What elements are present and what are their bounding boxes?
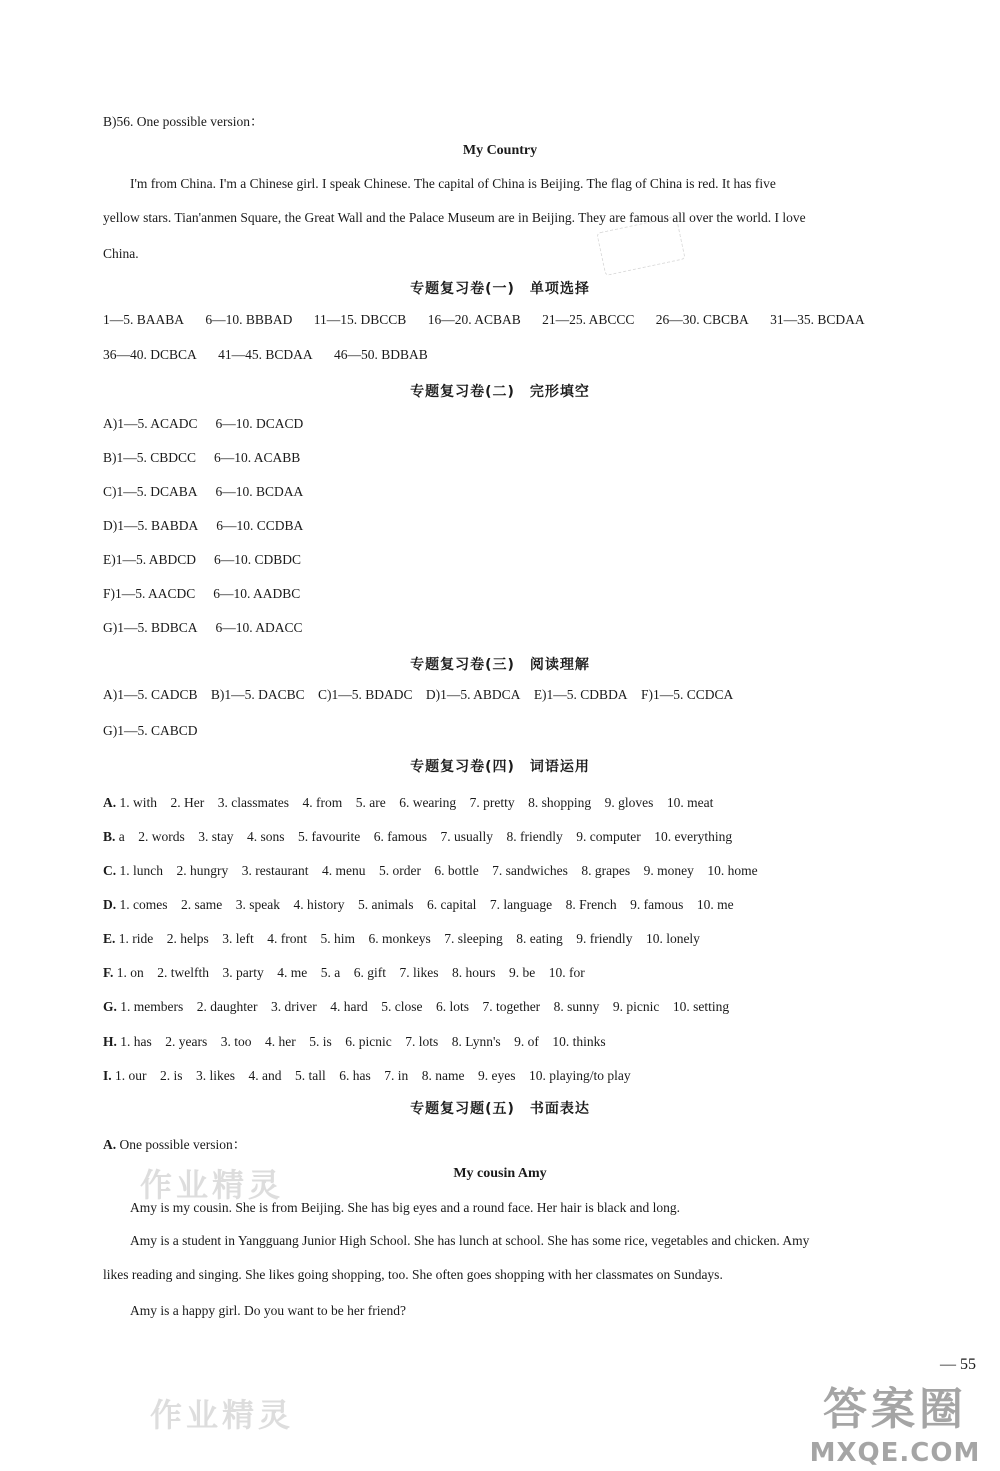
watermark-text-1: 作业精灵 [140,1166,285,1204]
section-1-row-2: 36—40. DCBCA 41—45. BCDAA 46—50. BDBAB [103,347,428,362]
section-2-row-b: B)1—5. CBDCC 6—10. ACABB [103,450,301,465]
essay1-line-3: China. [103,246,139,261]
section-2-row-c: C)1—5. DCABA 6—10. BCDAA [103,484,304,499]
section-4-title: 专题复习卷(四) 词语运用 [410,759,590,775]
section-4-row-g: G. 1. members 2. daughter 3. driver 4. hard 5. close 6. lots 7. together 8. sunny 9. picnic 10. setting [103,999,730,1014]
essay2-title: My cousin Amy [453,1166,547,1181]
section-4-row-e: E. 1. ride 2. helps 3. left 4. front 5. him 6. monkeys 7. sleeping 8. eating 9. friendly 10. lonely [103,931,700,946]
section-1-row-1: 1—5. BAABA 6—10. BBBAD 11—15. DBCCB 16—20. ACBAB 21—25. ABCCC 26—30. CBCBA 31—35. BCDAA [103,312,865,327]
watermark-logo [790,1382,1000,1471]
section-2-row-a: A)1—5. ACADC 6—10. DCACD [103,416,304,431]
section-2-title: 专题复习卷(二) 完形填空 [410,384,590,400]
section-4-row-h: H. 1. has 2. years 3. too 4. her 5. is 6. picnic 7. lots 8. Lynn's 9. of 10. thinks [103,1034,606,1049]
b56-header: B)56. One possible version： [103,114,264,129]
section-2-row-e: E)1—5. ABDCD 6—10. CDBDC [103,552,302,567]
watermark-site: MXQE.COM [809,1438,981,1468]
essay2-line-1: Amy is my cousin. She is from Beijing. She has big eyes and a round face. Her hair is black and long. [130,1200,681,1215]
essay1-line-2: yellow stars. Tian'anmen Square, the Great Wall and the Palace Museum are in Beijing. They are famous all over the world. I love [103,210,806,225]
essay2-line-2: Amy is a student in Yangguang Junior High School. She has lunch at school. She has some rice, vegetables and chicken. Amy [130,1233,810,1248]
section-3-row-2: G)1—5. CABCD [103,723,198,738]
essay2-line-3: likes reading and singing. She likes going shopping, too. She often goes shopping with her classmates on Sundays. [103,1267,723,1282]
section-2-row-f: F)1—5. AACDC 6—10. AADBC [103,586,301,601]
watermark-logo-text: 答案圈 [823,1384,967,1435]
watermark-text-2: 作业精灵 [150,1396,295,1434]
page-number: — 55 [940,1356,976,1373]
section-4-row-a: A. 1. with 2. Her 3. classmates 4. from 5. are 6. wearing 7. pretty 8. shopping 9. gloves 10. meat [103,795,714,810]
section-4-row-i: I. 1. our 2. is 3. likes 4. and 5. tall 6. has 7. in 8. name 9. eyes 10. playing/to play [103,1068,631,1083]
section-2-row-d: D)1—5. BABDA 6—10. CCDBA [103,518,304,533]
section-5-title: 专题复习题(五) 书面表达 [410,1101,590,1117]
essay2-line-4: Amy is a happy girl. Do you want to be her friend? [130,1303,406,1318]
section-1-title: 专题复习卷(一) 单项选择 [410,281,590,297]
section-4-row-b: B. a 2. words 3. stay 4. sons 5. favourite 6. famous 7. usually 8. friendly 9. computer 10. everything [103,829,733,844]
section-3-row-1: A)1—5. CADCB B)1—5. DACBC C)1—5. BDADC D)1—5. ABDCA E)1—5. CDBDA F)1—5. CCDCA [103,687,734,702]
section-5-intro: A. One possible version： [103,1137,247,1152]
section-2-row-g: G)1—5. BDBCA 6—10. ADACC [103,620,303,635]
essay1-line-1: I'm from China. I'm a Chinese girl. I speak Chinese. The capital of China is Beijing. The flag of China is red. It has five [130,176,776,191]
section-3-title: 专题复习卷(三) 阅读理解 [410,657,590,673]
section-4-row-c: C. 1. lunch 2. hungry 3. restaurant 4. menu 5. order 6. bottle 7. sandwiches 8. grapes 9. money 10. home [103,863,758,878]
essay1-title: My Country [462,143,538,158]
section-4-row-d: D. 1. comes 2. same 3. speak 4. history 5. animals 6. capital 7. language 8. French 9. famous 10. me [103,897,734,912]
section-4-row-f: F. 1. on 2. twelfth 3. party 4. me 5. a 6. gift 7. likes 8. hours 9. be 10. for [103,965,585,980]
